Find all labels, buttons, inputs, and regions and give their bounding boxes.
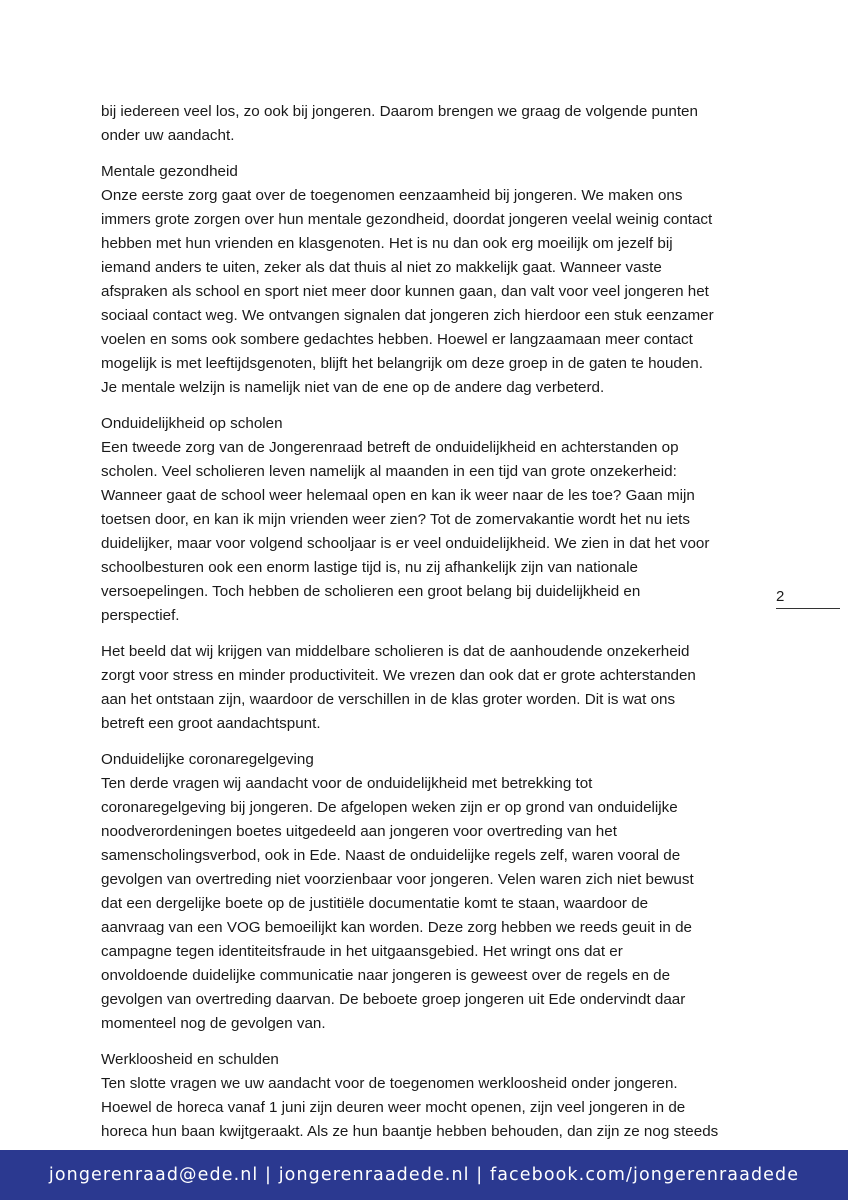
text-line: immers grote zorgen over hun mentale gezondheid, doordat jongeren veelal weinig contact (101, 211, 713, 228)
section-heading: Werkloosheid en schulden (101, 1051, 279, 1068)
text-line: betreft een groot aandachtspunt. (101, 715, 321, 732)
document-body (101, 100, 751, 1156)
section-heading: Onduidelijke coronaregelgeving (101, 751, 314, 768)
text-line: Ten derde vragen wij aandacht voor de onduidelijkheid met betrekking tot (101, 775, 593, 792)
text-line: schoolbesturen ook een enorm lastige tijd is, nu zij afhankelijk zijn van nationale (101, 559, 638, 576)
footer-contact-text: jongerenraad@ede.nl | jongerenraadede.nl | facebook.com/jongerenraadede (48, 1165, 800, 1185)
text-line: bij iedereen veel los, zo ook bij jongeren. Daarom brengen we graag de volgende punten (101, 103, 698, 120)
text-line: campagne tegen identiteitsfraude in het uitgaansgebied. Het wringt ons dat er (101, 943, 623, 960)
text-line: hebben met hun vrienden en klasgenoten. Het is nu dan ook erg moeilijk om jezelf bij (101, 235, 673, 252)
text-line: aanvraag van een VOG bemoeilijkt kan worden. Deze zorg hebben we reeds geuit in de (101, 919, 692, 936)
text-line: scholen. Veel scholieren leven namelijk al maanden in een tijd van grote onzekerheid: (101, 463, 677, 480)
text-line: iemand anders te uiten, zeker als dat thuis al niet zo makkelijk gaat. Wanneer vaste (101, 259, 662, 276)
text-line: momenteel nog de gevolgen van. (101, 1015, 326, 1032)
text-line: Onze eerste zorg gaat over de toegenomen eenzaamheid bij jongeren. We maken ons (101, 187, 683, 204)
section-werkloosheid (101, 1048, 751, 1144)
text-line: toetsen door, en kan ik mijn vrienden weer zien? Tot de zomervakantie wordt het nu iets (101, 511, 690, 528)
text-line: voelen en soms ook sombere gedachtes hebben. Hoewel er langzaamaan meer contact (101, 331, 693, 348)
paragraph-middelbare-scholieren (101, 640, 751, 736)
text-line: onvoldoende duidelijke communicatie naar jongeren is geweest over de regels en de (101, 967, 671, 984)
page-number-rule (776, 608, 840, 609)
text-line: gevolgen van overtreding niet voorzienbaar voor jongeren. Velen waren zich niet bewust (101, 871, 694, 888)
text-line: zorgt voor stress en minder productiviteit. We vrezen dan ook dat er grote achterstanden (101, 667, 696, 684)
text-line: Wanneer gaat de school weer helemaal open en kan ik weer naar de les toe? Gaan mijn (101, 487, 695, 504)
intro-paragraph (101, 100, 751, 148)
text-line: gevolgen van overtreding daarvan. De beboete groep jongeren uit Ede ondervindt daar (101, 991, 686, 1008)
text-line: horeca hun baan kwijtgeraakt. Als ze hun baantje hebben behouden, dan zijn ze nog steeds (101, 1123, 719, 1140)
text-line: duidelijker, maar voor volgend schooljaar is er veel onduidelijkheid. We zien in dat het voor (101, 535, 710, 552)
text-line: dat een dergelijke boete op de justitiële documentatie komt te staan, waardoor de (101, 895, 649, 912)
text-line: onder uw aandacht. (101, 127, 235, 144)
text-line: samenscholingsverbod, ook in Ede. Naast de onduidelijke regels zelf, waren vooral de (101, 847, 681, 864)
page-number: 2 (776, 588, 785, 605)
text-line: Je mentale welzijn is namelijk niet van de ene op de andere dag verbeterd. (101, 379, 605, 396)
text-line: Het beeld dat wij krijgen van middelbare scholieren is dat de aanhoudende onzekerheid (101, 643, 690, 660)
text-line: Hoewel de horeca vanaf 1 juni zijn deuren weer mocht openen, zijn veel jongeren in de (101, 1099, 686, 1116)
section-mentale-gezondheid (101, 160, 751, 400)
text-line: aan het ontstaan zijn, waardoor de verschillen in de klas groter worden. Dit is wat ons (101, 691, 676, 708)
footer-bar (0, 1150, 848, 1200)
section-heading: Mentale gezondheid (101, 163, 238, 180)
text-line: noodverordeningen boetes uitgedeeld aan jongeren voor overtreding van het (101, 823, 617, 840)
text-line: Ten slotte vragen we uw aandacht voor de toegenomen werkloosheid onder jongeren. (101, 1075, 678, 1092)
text-line: versoepelingen. Toch hebben de scholieren een groot belang bij duidelijkheid en (101, 583, 641, 600)
text-line: coronaregelgeving bij jongeren. De afgelopen weken zijn er op grond van onduidelijke (101, 799, 678, 816)
section-onduidelijkheid-scholen (101, 412, 751, 628)
text-line: mogelijk is met leeftijdsgenoten, blijft het belangrijk om deze groep in de gaten te houden. (101, 355, 703, 372)
text-line: sociaal contact weg. We ontvangen signalen dat jongeren zich hierdoor een stuk eenzamer (101, 307, 714, 324)
section-heading: Onduidelijkheid op scholen (101, 415, 283, 432)
text-line: afspraken als school en sport niet meer door kunnen gaan, dan valt voor veel jongeren het (101, 283, 709, 300)
text-line: Een tweede zorg van de Jongerenraad betreft de onduidelijkheid en achterstanden op (101, 439, 679, 456)
section-coronaregelgeving (101, 748, 751, 1036)
text-line: perspectief. (101, 607, 180, 624)
